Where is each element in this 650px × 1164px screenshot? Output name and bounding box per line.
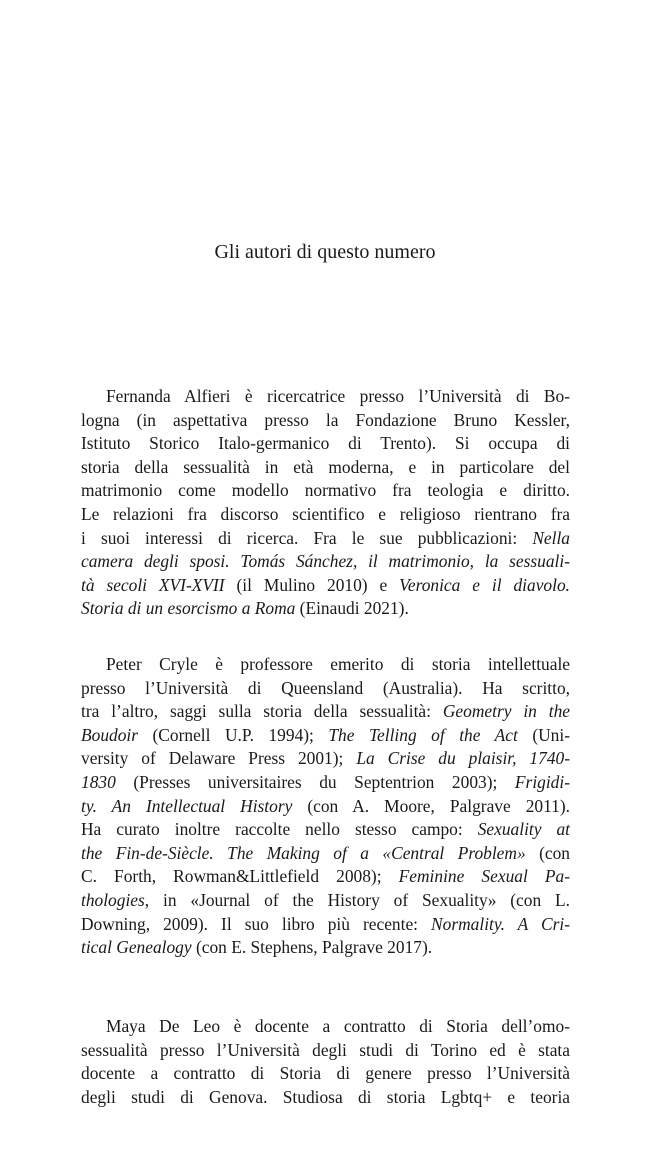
- bio-title-italic: Storia di un esorcismo a Roma: [81, 598, 296, 619]
- bio-text: (Cornell U.P. 1994);: [138, 724, 329, 745]
- bio-text: (Presses universitaires du Septentrion 2003);: [115, 771, 515, 792]
- bio-line: [81, 1086, 570, 1110]
- bio-title-italic: The Telling of the Act: [328, 724, 518, 745]
- bio-line: [81, 795, 570, 819]
- bio-text: matrimonio come modello normativo fra teologia e diritto.: [81, 480, 570, 501]
- author-bio-cryle: [81, 653, 570, 960]
- bio-line: [81, 1039, 570, 1063]
- bio-text: (con: [525, 842, 570, 863]
- bio-line: [81, 574, 570, 598]
- bio-title-italic: Veronica e il diavolo.: [399, 574, 570, 595]
- bio-line: [81, 677, 570, 701]
- bio-text: presso l’Università di Queensland (Australia). Ha scritto,: [81, 677, 570, 698]
- bio-text: Peter Cryle è professore emerito di storia intellettuale: [106, 654, 570, 674]
- bio-text: Fernanda Alfieri è ricercatrice presso l’Università di Bo-: [106, 386, 570, 406]
- bio-line: [81, 597, 570, 621]
- bio-text: logna (in aspettativa presso la Fondazione Bruno Kessler,: [81, 409, 570, 430]
- bio-text: degli studi di Genova. Studiosa di storia Lgbtq+ e teoria: [81, 1086, 570, 1107]
- bio-line: [81, 432, 570, 456]
- bio-text: (Uni-: [517, 724, 570, 745]
- bio-line: [81, 527, 570, 551]
- bio-title-italic: Sexuality at: [477, 819, 570, 840]
- bio-text: (con E. Stephens, Palgrave 2017).: [191, 937, 433, 958]
- bio-line: [81, 479, 570, 503]
- bio-title-italic: Geometry in the: [442, 701, 570, 722]
- bio-text: (Einaudi 2021).: [295, 598, 409, 619]
- bio-line: [81, 409, 570, 433]
- bio-line: [81, 889, 570, 913]
- page-title: Gli autori di questo numero: [214, 241, 436, 263]
- bio-text: storia della sessualità in età moderna, e in particolare del: [81, 456, 570, 477]
- bio-line: [81, 913, 570, 937]
- bio-line: [81, 653, 570, 677]
- bio-text: versity of Delaware Press 2001);: [81, 748, 357, 769]
- bio-line: [81, 1015, 570, 1039]
- bio-text: docente a contratto di Storia di genere presso l’Università: [81, 1063, 570, 1084]
- bio-text: Istituto Storico Italo-germanico di Trento). Si occupa di: [81, 433, 570, 454]
- bio-text: (con A. Moore, Palgrave 2011).: [292, 795, 570, 816]
- bio-title-italic: La Crise du plaisir, 1740-: [356, 748, 570, 769]
- bio-line: [81, 503, 570, 527]
- bio-line: [81, 456, 570, 480]
- bio-title-italic: thologies: [81, 889, 145, 910]
- bio-title-italic: camera degli sposi. Tomás Sánchez, il matrimonio, la sessuali-: [81, 551, 570, 572]
- bio-line: [81, 550, 570, 574]
- bio-title-italic: the Fin-de-Siècle. The Making of a «Central Problem»: [81, 842, 526, 863]
- bio-line: [81, 724, 570, 748]
- bio-text: sessualità presso l’Università degli studi di Torino ed è stata: [81, 1039, 570, 1060]
- author-bio-alfieri: [81, 385, 570, 621]
- bio-title-italic: 1830: [81, 771, 116, 792]
- bio-text: Downing, 2009). Il suo libro più recente:: [81, 913, 432, 934]
- bio-line: [81, 842, 570, 866]
- bio-title-italic: Nella: [532, 527, 570, 548]
- bio-text: tra l’altro, saggi sulla storia della sessualità:: [81, 701, 443, 722]
- bio-title-italic: ty. An Intellectual History: [81, 795, 293, 816]
- bio-title-italic: Normality. A Cri-: [431, 913, 570, 934]
- bio-line: [81, 385, 570, 409]
- bio-text: i suoi interessi di ricerca. Fra le sue pubblicazioni:: [81, 527, 533, 548]
- bio-line: [81, 818, 570, 842]
- author-bio-de-leo: [81, 1015, 570, 1109]
- bio-line: [81, 700, 570, 724]
- bio-title-italic: Frigidi-: [514, 771, 570, 792]
- bio-text: Maya De Leo è docente a contratto di Storia dell’omo-: [106, 1016, 570, 1036]
- bio-line: [81, 865, 570, 889]
- bio-line: [81, 1062, 570, 1086]
- bio-title-italic: tà secoli XVI-XVII: [81, 574, 225, 595]
- bio-text: Ha curato inoltre raccolte nello stesso campo:: [81, 819, 478, 840]
- bio-text: , in «Journal of the History of Sexuality» (con L.: [144, 889, 570, 910]
- bio-line: [81, 771, 570, 795]
- bio-title-italic: Boudoir: [81, 724, 139, 745]
- bio-line: [81, 747, 570, 771]
- bio-title-italic: Feminine Sexual Pa-: [398, 866, 570, 887]
- bio-text: (il Mulino 2010) e: [224, 574, 400, 595]
- bio-line: [81, 936, 570, 960]
- bio-text: C. Forth, Rowman&Littlefield 2008);: [81, 866, 399, 887]
- bio-text: Le relazioni fra discorso scientifico e religioso rientrano fra: [81, 503, 570, 524]
- bio-title-italic: tical Genealogy: [81, 937, 192, 958]
